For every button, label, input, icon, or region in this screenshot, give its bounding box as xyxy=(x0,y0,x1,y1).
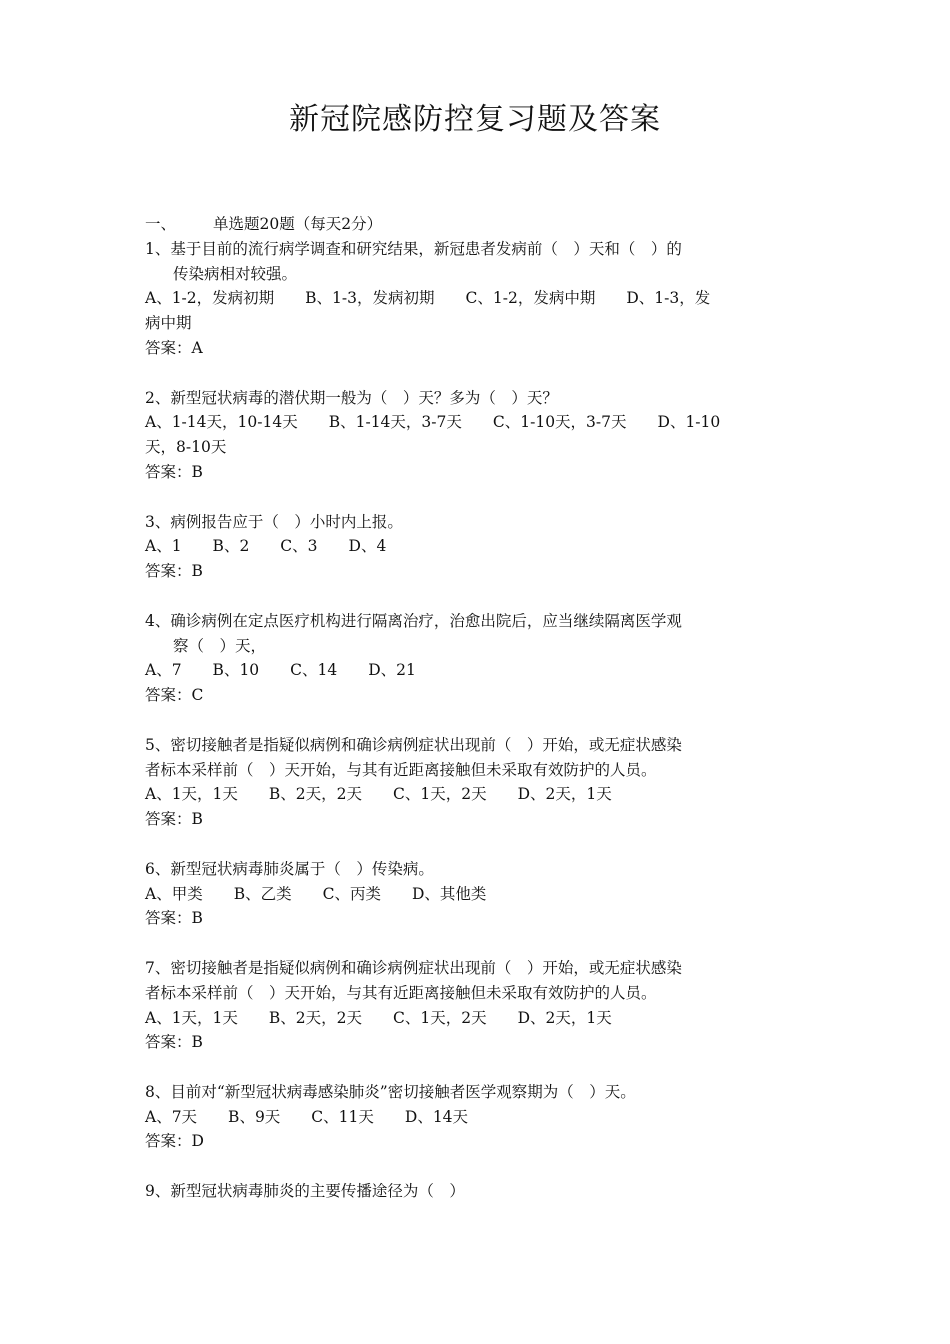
question-answer: 答案：B xyxy=(145,1033,203,1052)
question-5 xyxy=(145,733,810,832)
question-4 xyxy=(145,609,810,708)
section-number: 一、 xyxy=(145,215,177,233)
question-text-continued: 者标本采样前（ ）天开始，与其有近距离接触但未采取有效防护的人员。 xyxy=(145,760,657,779)
question-6 xyxy=(145,857,810,931)
question-options: A、7 B、10 C、14 D、21 xyxy=(145,661,416,680)
section-title: 单选题20题（每天2分） xyxy=(213,215,383,233)
question-options: A、1-14天，10-14天 B、1-14天，3-7天 C、1-10天，3-7天 D、1-10 xyxy=(145,413,721,432)
question-text: 5、密切接触者是指疑似病例和确诊病例症状出现前（ ）开始，或无症状感染 xyxy=(145,735,682,754)
page-title: 新冠院感防控复习题及答案 xyxy=(289,102,661,137)
question-answer: 答案：B xyxy=(145,462,203,481)
question-options: A、1 B、2 C、3 D、4 xyxy=(145,537,387,556)
question-text: 8、目前对“新型冠状病毒感染肺炎”密切接触者医学观察期为（ ）天。 xyxy=(145,1082,636,1101)
question-text: 7、密切接触者是指疑似病例和确诊病例症状出现前（ ）开始，或无症状感染 xyxy=(145,958,682,977)
question-7 xyxy=(145,956,810,1055)
question-answer: 答案：C xyxy=(145,686,204,705)
question-text: 2、新型冠状病毒的潜伏期一般为（ ）天？多为（ ）天？ xyxy=(145,388,558,407)
question-text: 1、基于目前的流行病学调查和研究结果，新冠患者发病前（ ）天和（ ）的 xyxy=(145,239,682,258)
question-answer: 答案：A xyxy=(145,338,203,357)
question-options: A、1-2，发病初期 B、1-3，发病初期 C、1-2，发病中期 D、1-3，发 xyxy=(145,289,711,308)
question-answer: 答案：B xyxy=(145,909,203,928)
question-2 xyxy=(145,386,810,485)
question-text: 4、确诊病例在定点医疗机构进行隔离治疗，治愈出院后，应当继续隔离医学观 xyxy=(145,611,682,630)
question-1 xyxy=(145,237,810,361)
question-text-continued: 传染病相对较强。 xyxy=(173,264,298,283)
question-answer: 答案：B xyxy=(145,810,203,829)
question-options: A、1天，1天 B、2天，2天 C、1天，2天 D、2天，1天 xyxy=(145,785,612,804)
question-answer: 答案：D xyxy=(145,1132,204,1151)
question-9 xyxy=(145,1179,810,1204)
question-text-continued: 察（ ）天， xyxy=(173,636,267,655)
question-8 xyxy=(145,1080,810,1154)
document-body xyxy=(145,212,810,1204)
question-options-continued: 病中期 xyxy=(145,314,192,333)
question-text: 9、新型冠状病毒肺炎的主要传播途径为（ ） xyxy=(145,1182,465,1201)
question-text: 6、新型冠状病毒肺炎属于（ ）传染病。 xyxy=(145,859,434,878)
question-options-continued: 天，8-10天 xyxy=(145,438,227,457)
question-options: A、甲类 B、乙类 C、丙类 D、其他类 xyxy=(145,884,487,903)
section-heading xyxy=(145,212,810,237)
question-options: A、1天，1天 B、2天，2天 C、1天，2天 D、2天，1天 xyxy=(145,1008,612,1027)
question-3 xyxy=(145,510,810,584)
question-options: A、7天 B、9天 C、11天 D、14天 xyxy=(145,1107,469,1126)
question-text: 3、病例报告应于（ ）小时内上报。 xyxy=(145,512,403,531)
question-text-continued: 者标本采样前（ ）天开始，与其有近距离接触但未采取有效防护的人员。 xyxy=(145,983,657,1002)
question-answer: 答案：B xyxy=(145,562,203,581)
